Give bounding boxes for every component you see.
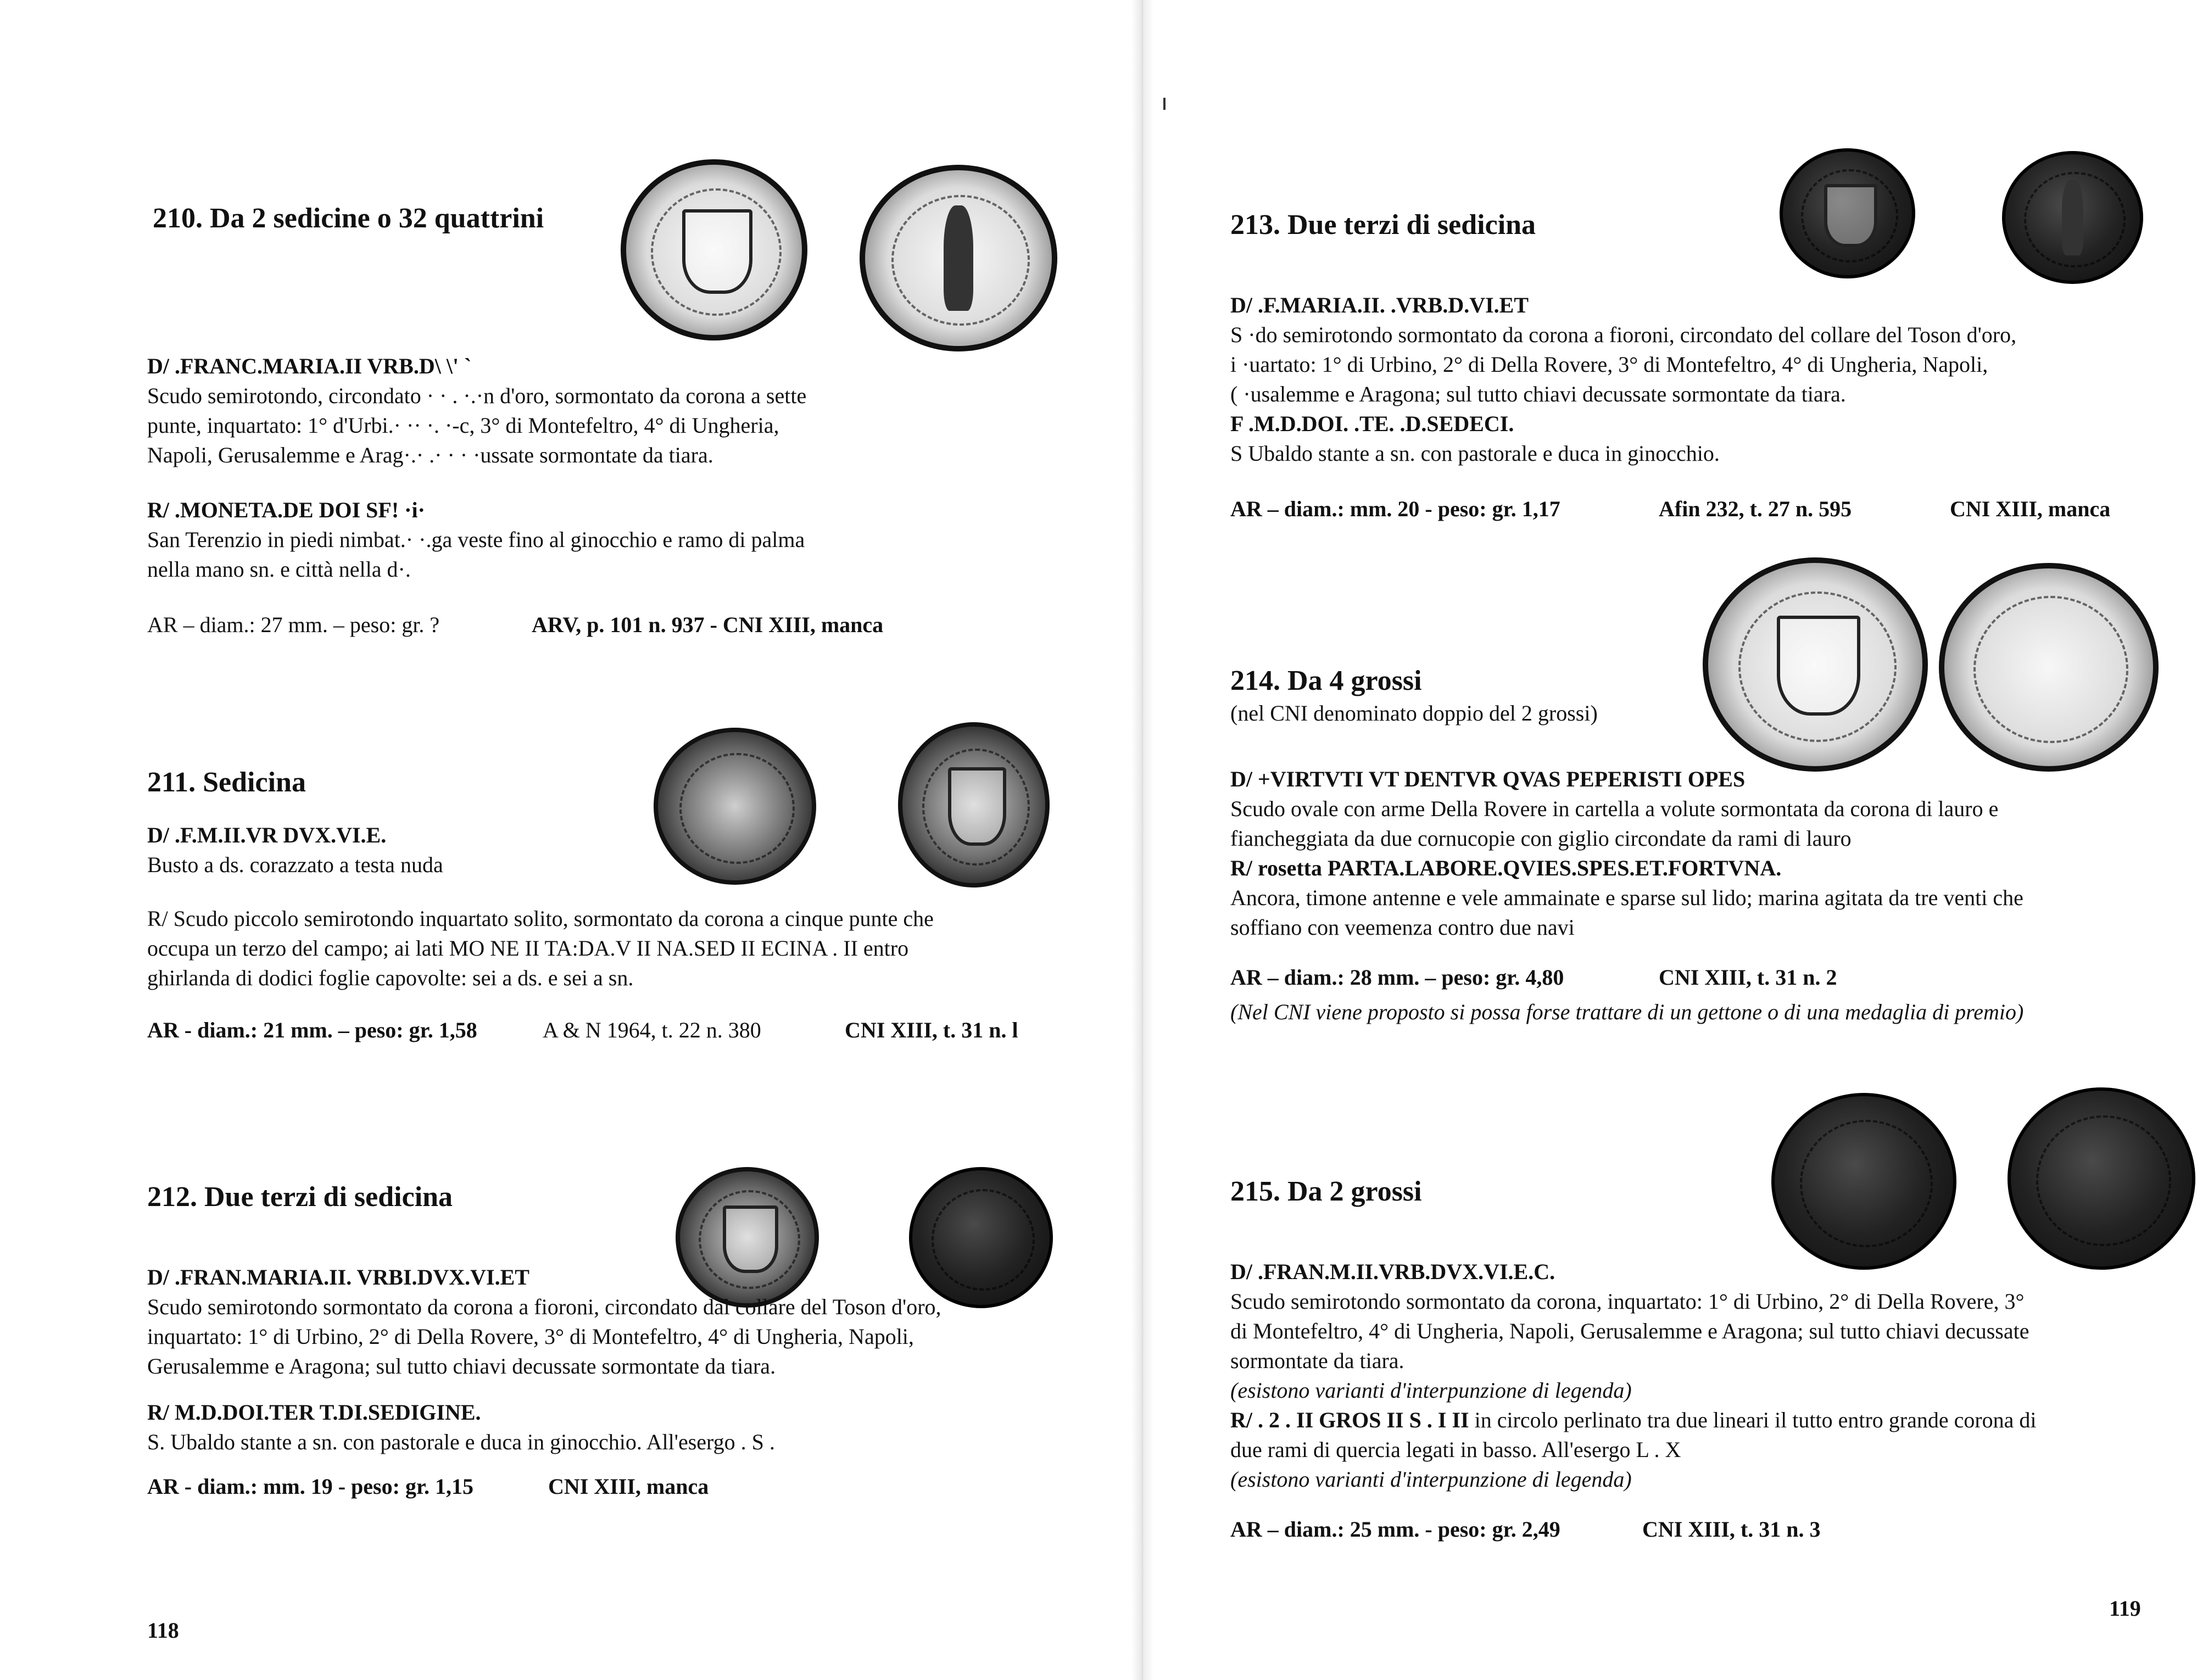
reverse-line: nella mano sn. e città nella d·. — [147, 557, 411, 582]
obverse-line: i ·uartato: 1° di Urbino, 2° di Della Rovere, 3° di Montefeltro, 4° di Ungheria, Napoli, — [1230, 352, 1988, 377]
obverse-line: inquartato: 1° di Urbino, 2° di Della Rovere, 3° di Montefeltro, 4° di Ungheria, Napoli, — [147, 1324, 914, 1349]
references — [147, 612, 1092, 645]
entry-note: (Nel CNI viene proposto si possa forse trattare di un gettone o di una medaglia di premio) — [1230, 1000, 2024, 1024]
entry-title: 214. Da 4 grossi — [1230, 665, 1422, 696]
physical-data: AR - diam.: mm. 19 - peso: gr. 1,15 — [147, 1474, 474, 1499]
physical-data: AR - diam.: 21 mm. – peso: gr. 1,58 — [147, 1018, 477, 1042]
obverse-line: ( ·usalemme e Aragona; sul tutto chiavi decussate sormontate da tiara. — [1230, 382, 1846, 406]
obverse-line: punte, inquartato: 1° d'Urbi.· ·· ·. ·-c, 3° di Montefeltro, 4° di Ungheria, — [147, 413, 779, 438]
entry-subtitle: (nel CNI denominato doppio del 2 grossi) — [1230, 701, 1598, 725]
reverse-legend: F .M.D.DOI. .TE. .D.SEDECI. — [1230, 411, 1514, 436]
obverse-legend: D/ .FRAN.M.II.VRB.DVX.VI.E.C. — [1230, 1259, 1555, 1284]
references — [1230, 964, 2197, 997]
entry-213 — [1230, 209, 2197, 529]
obverse-line: Busto a ds. corazzato a testa nuda — [147, 852, 443, 877]
entry-215 — [1230, 1175, 2197, 1549]
entry-212 — [147, 1181, 1114, 1506]
obverse-legend: D/ .FRANC.MARIA.II VRB.D\ \' ` — [147, 354, 472, 378]
coin-210-obverse-image — [621, 159, 807, 341]
obverse-legend: D/ .FRAN.MARIA.II. VRBI.DVX.VI.ET — [147, 1265, 529, 1290]
reverse-legend: R/ M.D.DOI.TER T.DI.SEDIGINE. — [147, 1400, 481, 1425]
entry-title: 210. Da 2 sedicine o 32 quattrini — [153, 203, 544, 234]
reverse-legend: R/ .MONETA.DE DOI SF! ·i· — [147, 498, 425, 522]
obverse-legend: D/ .F.MARIA.II. .VRB.D.VI.ET — [1230, 293, 1529, 317]
references — [1230, 1516, 2197, 1549]
obverse-legend: D/ .F.M.II.VR DVX.VI.E. — [147, 823, 387, 847]
reverse-line: S Ubaldo stante a sn. con pastorale e duca in ginocchio. — [1230, 441, 1720, 466]
entry-note: (esistono varianti d'interpunzione di legenda) — [1230, 1467, 1632, 1492]
reverse-line: ghirlanda di dodici foglie capovolte: sei a ds. e sei a sn. — [147, 965, 634, 990]
entry-211 — [147, 766, 1092, 1050]
reverse-line: S. Ubaldo stante a sn. con pastorale e duca in ginocchio. All'esergo . S . — [147, 1430, 775, 1454]
page-number: 119 — [2109, 1596, 2141, 1621]
obverse-line: fiancheggiata da due cornucopie con giglio circondate da rami di lauro — [1230, 826, 1852, 851]
reverse-line: occupa un terzo del campo; ai lati MO NE II TA:DA.V II NA.SED II ECINA . II entro — [147, 936, 909, 961]
reverse-line: San Terenzio in piedi nimbat.· ·.ga veste fino al ginocchio e ramo di palma — [147, 527, 805, 552]
obverse-line: Gerusalemme e Aragona; sul tutto chiavi decussate sormontate da tiara. — [147, 1354, 776, 1378]
entry-title: 212. Due terzi di sedicina — [147, 1181, 453, 1213]
catalog-refs: ARV, p. 101 n. 937 - CNI XIII, manca — [532, 612, 884, 637]
obverse-line: Scudo semirotondo sormontato da corona, inquartato: 1° di Urbino, 2° di Della Rovere, 3° — [1230, 1289, 2025, 1314]
entry-title: 215. Da 2 grossi — [1230, 1176, 1422, 1207]
catalog-ref: CNI XIII, t. 31 n. 3 — [1642, 1517, 1821, 1542]
references — [1230, 496, 2197, 529]
catalog-ref: Afin 232, t. 27 n. 595 — [1659, 496, 1852, 521]
obverse-line: Scudo semirotondo, circondato · · . ·.·n d'oro, sormontato da corona a sette — [147, 383, 807, 408]
page-number: 118 — [147, 1618, 179, 1643]
physical-data: AR – diam.: 25 mm. - peso: gr. 2,49 — [1230, 1517, 1560, 1542]
physical-data: AR – diam.: 27 mm. – peso: gr. ? — [147, 612, 440, 637]
obverse-line: Scudo ovale con arme Della Rovere in cartella a volute sormontata da corona di lauro e — [1230, 796, 1999, 821]
reverse-line-row — [1230, 1405, 2197, 1435]
obverse-line: S ·do semirotondo sormontato da corona a fioroni, circondato del collare del Toson d'oro, — [1230, 322, 2017, 347]
coin-210-reverse-image — [860, 165, 1057, 351]
reverse-line: soffiano con veemenza contro due navi — [1230, 915, 1575, 940]
entry-note: (esistono varianti d'interpunzione di legenda) — [1230, 1378, 1632, 1403]
physical-data: AR – diam.: 28 mm. – peso: gr. 4,80 — [1230, 965, 1564, 990]
catalog-ref: CNI XIII, t. 31 n. 2 — [1659, 965, 1837, 990]
entry-210-body — [147, 351, 1092, 645]
obverse-line: Napoli, Gerusalemme e Arag·.· .· · · ·ussate sormontate da tiara. — [147, 443, 713, 467]
obverse-line: sormontate da tiara. — [1230, 1348, 1404, 1373]
physical-data: AR – diam.: mm. 20 - peso: gr. 1,17 — [1230, 496, 1560, 521]
reverse-line: R/ Scudo piccolo semirotondo inquartato solito, sormontato da corona a cinque punte che — [147, 906, 934, 931]
reverse-line: in circolo perlinato tra due lineari il tutto entro grande corona di — [1474, 1408, 2037, 1432]
entry-title: 213. Due terzi di sedicina — [1230, 209, 1536, 241]
obverse-legend: D/ +VIRTVTI VT DENTVR QVAS PEPERISTI OPES — [1230, 767, 1746, 791]
obverse-line: di Montefeltro, 4° di Ungheria, Napoli, Gerusalemme e Aragona; sul tutto chiavi decussate — [1230, 1319, 2029, 1343]
reverse-legend: R/ rosetta PARTA.LABORE.QVIES.SPES.ET.FORTVNA. — [1230, 856, 1782, 880]
catalog-ref: A & N 1964, t. 22 n. 380 — [543, 1018, 761, 1042]
obverse-line: Scudo semirotondo sormontato da corona a fioroni, circondato dal collare del Toson d'oro, — [147, 1294, 941, 1319]
references — [147, 1017, 1092, 1050]
reverse-line: due rami di quercia legati in basso. All'esergo L . X — [1230, 1437, 1681, 1462]
entry-214 — [1230, 665, 2197, 1027]
catalog-ref: CNI XIII, manca — [548, 1474, 709, 1499]
catalog-ref: CNI XIII, t. 31 n. l — [845, 1018, 1018, 1042]
reverse-legend: R/ . 2 . II GROS II S . I II — [1230, 1408, 1469, 1432]
references — [147, 1474, 1114, 1506]
right-page — [1153, 0, 2197, 1680]
reverse-line: Ancora, timone antenne e vele ammainate e sparse sul lido; marina agitata da tre venti che — [1230, 885, 2023, 910]
entry-title: 211. Sedicina — [147, 767, 306, 798]
catalog-ref: CNI XIII, manca — [1950, 496, 2111, 521]
